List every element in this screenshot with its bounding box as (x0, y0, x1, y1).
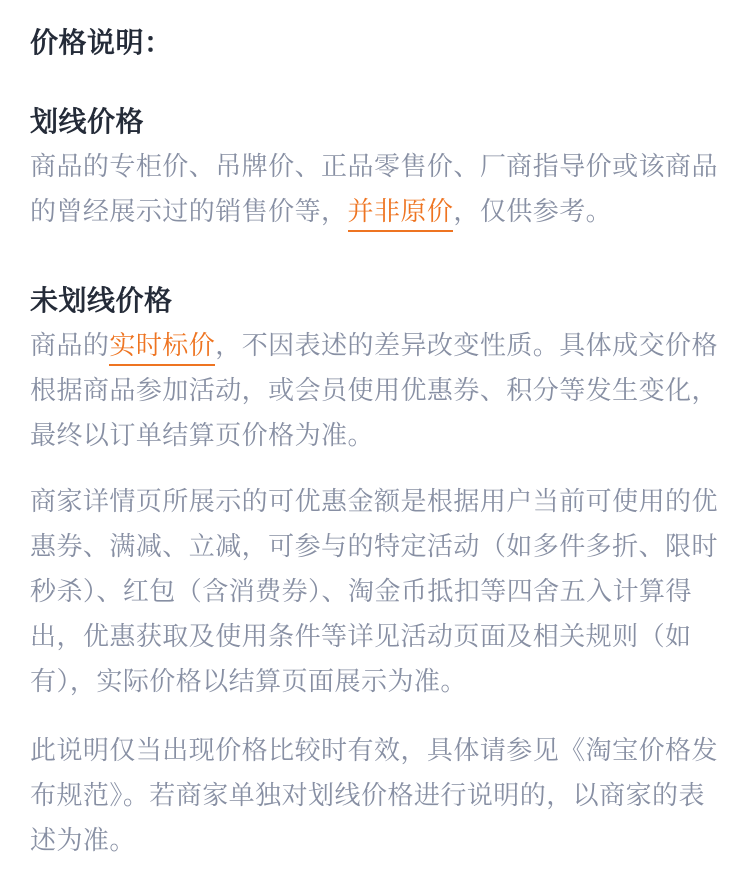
section-heading-strikethrough-price: 划线价格 (30, 106, 145, 137)
highlight-not-original-price: 并非原价 (348, 196, 454, 232)
body-segment: 商品的 (30, 330, 110, 360)
body-segment: ，仅供参考。 (453, 196, 613, 226)
section-strikethrough-price (30, 99, 720, 234)
page-title: 价格说明： (30, 27, 173, 58)
section-body-unstrikethrough-price (30, 323, 720, 458)
body-segment: 商品的专柜价、吊牌价、正品零售价、厂商指导价或该商品的曾经展示过的销售价等， (30, 151, 718, 226)
discount-explanation-paragraph: 商家详情页所展示的可优惠金额是根据用户当前可使用的优惠券、满减、立减，可参与的特定活动（如多件多折、限时秒杀）、红包（含消费券）、淘金币抵扣等四舍五入计算得出，优惠获取及使用条件等详见活动页面及相关规则（如有），实际价格以结算页面展示为准。 (30, 486, 718, 696)
highlight-realtime-price: 实时标价 (109, 330, 215, 366)
body-segment: ，不因表述的差异改变性质。具体成交价格根据商品参加活动，或会员使用优惠券、积分等发生变化，最终以订单结算页价格为准。 (30, 330, 718, 450)
section-heading-unstrikethrough-price: 未划线价格 (30, 285, 173, 316)
section-body-strikethrough-price (30, 144, 720, 234)
section-unstrikethrough-price (30, 278, 720, 458)
price-comparison-note-paragraph: 此说明仅当出现价格比较时有效，具体请参见《淘宝价格发布规范》。若商家单独对划线价格进行说明的，以商家的表述为准。 (30, 735, 718, 855)
